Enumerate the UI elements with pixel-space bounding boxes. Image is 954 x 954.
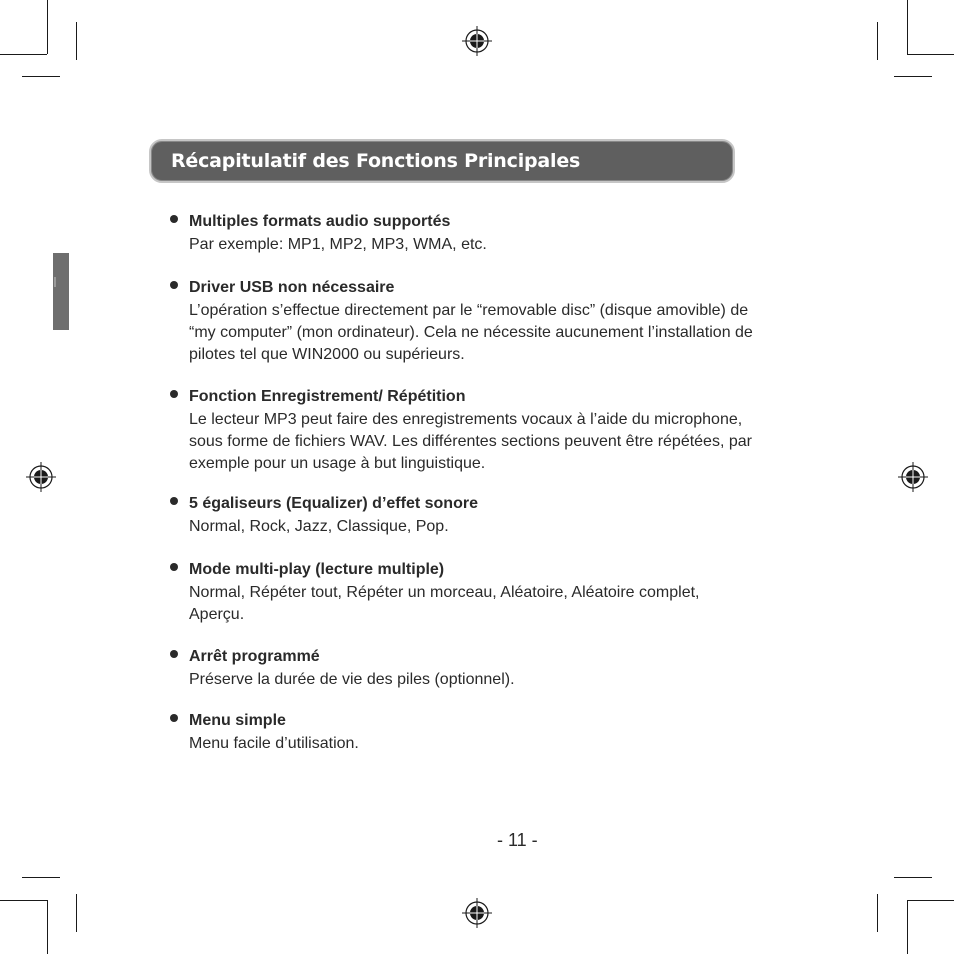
description-line: pilotes tel que WIN2000 ou supérieurs. — [189, 346, 465, 363]
section-title-bar — [149, 139, 735, 183]
description-line: “my computer” (mon ordinateur). Cela ne nécessite aucunement l’installation de — [189, 324, 753, 341]
description-line: Par exemple: MP1, MP2, MP3, WMA, etc. — [189, 236, 487, 253]
crop-mark — [877, 22, 878, 60]
feature-title: Menu simple — [189, 712, 286, 729]
feature-description — [189, 409, 839, 475]
feature-title: Fonction Enregistrement/ Répétition — [189, 388, 466, 405]
crop-mark — [0, 54, 47, 55]
feature-title: Mode multi-play (lecture multiple) — [189, 561, 445, 578]
feature-title: Multiples formats audio supportés — [189, 213, 451, 230]
crop-mark — [76, 894, 77, 932]
feature-description — [189, 669, 839, 691]
side-tab-notch — [54, 277, 56, 287]
registration-mark-icon — [462, 26, 492, 56]
bullet-icon — [170, 714, 178, 722]
crop-mark — [894, 877, 932, 878]
crop-mark — [47, 0, 48, 54]
description-line: Le lecteur MP3 peut faire des enregistrements vocaux à l’aide du microphone, — [189, 411, 743, 428]
feature-description — [189, 300, 839, 366]
bullet-icon — [170, 650, 178, 658]
description-line: Menu facile d’utilisation. — [189, 735, 359, 752]
description-line: sous forme de fichiers WAV. Les différentes sections peuvent être répétées, par — [189, 433, 752, 450]
crop-mark — [877, 894, 878, 932]
description-line: L’opération s’effectue directement par le “removable disc” (disque amovible) de — [189, 302, 749, 319]
description-line: exemple pour un usage à but linguistique. — [189, 455, 486, 472]
crop-mark — [0, 900, 47, 901]
crop-mark — [894, 76, 932, 77]
crop-mark — [907, 900, 908, 954]
bullet-icon — [170, 563, 178, 571]
feature-description — [189, 234, 839, 256]
bullet-icon — [170, 390, 178, 398]
feature-title: 5 égaliseurs (Equalizer) d’effet sonore — [189, 495, 478, 512]
registration-mark-icon — [462, 898, 492, 928]
feature-description — [189, 516, 839, 538]
crop-mark — [22, 76, 60, 77]
feature-description — [189, 733, 839, 755]
description-line: Normal, Répéter tout, Répéter un morceau, Aléatoire, Aléatoire complet, — [189, 584, 700, 601]
page-number: - 11 - — [497, 830, 538, 850]
bullet-icon — [170, 281, 178, 289]
bullet-icon — [170, 215, 178, 223]
feature-description — [189, 582, 839, 626]
crop-mark — [47, 900, 48, 954]
registration-mark-icon — [26, 462, 56, 492]
description-line: Normal, Rock, Jazz, Classique, Pop. — [189, 518, 449, 535]
section-title: Récapitulatif des Fonctions Principales — [171, 150, 581, 172]
bullet-icon — [170, 497, 178, 505]
registration-mark-icon — [898, 462, 928, 492]
crop-mark — [22, 877, 60, 878]
side-tab — [53, 253, 69, 330]
feature-title: Driver USB non nécessaire — [189, 279, 395, 296]
feature-title: Arrêt programmé — [189, 648, 320, 665]
crop-mark — [907, 0, 908, 54]
crop-mark — [76, 22, 77, 60]
description-line: Aperçu. — [189, 606, 245, 623]
crop-mark — [907, 900, 954, 901]
crop-mark — [907, 54, 954, 55]
description-line: Préserve la durée de vie des piles (optionnel). — [189, 671, 515, 688]
